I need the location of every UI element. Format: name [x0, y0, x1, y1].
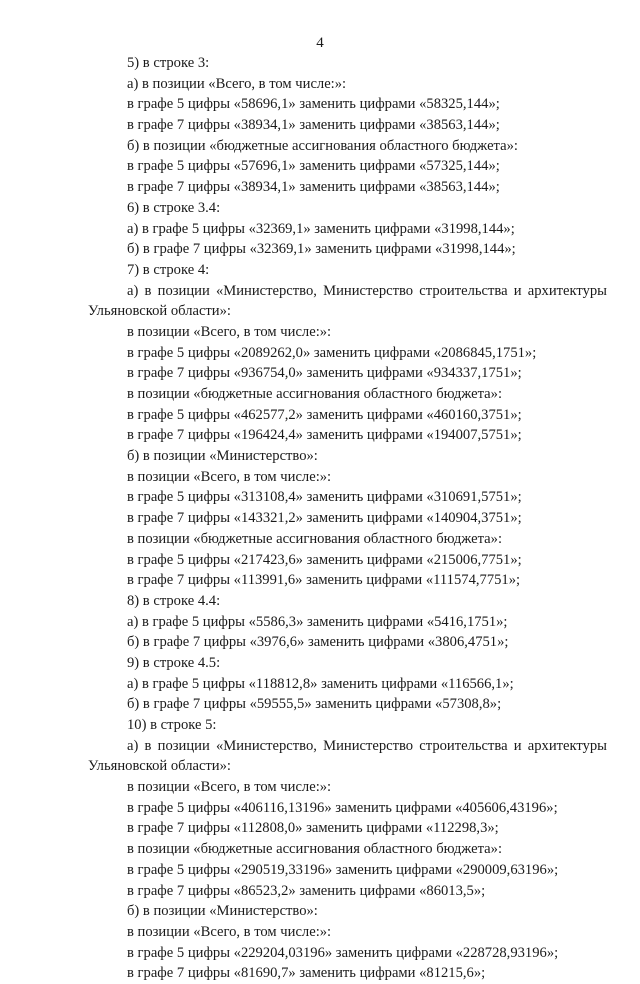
text-line: а) в позиции «Министерство, Министерство строительства и архитектуры	[127, 737, 607, 754]
text-line: 5) в строке 3:	[127, 55, 210, 71]
text-line: в графе 5 цифры «290519,33196» заменить цифрами «290009,63196»;	[127, 861, 559, 878]
text-line: б) в графе 7 цифры «3976,6» заменить цифрами «3806,4751»;	[127, 634, 509, 651]
text-line: в графе 7 цифры «112808,0» заменить цифрами «112298,3»;	[127, 820, 499, 837]
text-line: в позиции «Всего, в том числе:»:	[127, 323, 332, 340]
text-line: 7) в строке 4:	[127, 261, 210, 278]
text-line: б) в позиции «Министерство»:	[127, 903, 318, 920]
text-line: в графе 5 цифры «57696,1» заменить цифрами «57325,144»;	[127, 158, 500, 175]
text-line: 10) в строке 5:	[127, 717, 217, 733]
text-line: 6) в строке 3.4:	[127, 199, 221, 216]
text-line: в графе 7 цифры «38934,1» заменить цифрами «38563,144»;	[127, 179, 500, 196]
text-line: в графе 5 цифры «462577,2» заменить цифрами «460160,3751»;	[127, 406, 522, 423]
text-line: в позиции «бюджетные ассигнования областного бюджета»:	[127, 386, 502, 402]
text-line: в графе 7 цифры «143321,2» заменить цифрами «140904,3751»;	[127, 510, 522, 527]
text-line: в графе 7 цифры «81690,7» заменить цифрами «81215,6»;	[127, 965, 486, 982]
text-line: в позиции «Всего, в том числе:»:	[127, 468, 332, 485]
text-line: Ульяновской области»:	[88, 758, 231, 775]
text-line: Ульяновской области»:	[88, 303, 231, 320]
text-line: в графе 7 цифры «113991,6» заменить цифрами «111574,7751»;	[127, 572, 521, 589]
text-line: в графе 5 цифры «2089262,0» заменить цифрами «2086845,1751»;	[127, 344, 537, 361]
text-line: 8) в строке 4.4:	[127, 592, 221, 609]
text-line: б) в позиции «бюджетные ассигнования областного бюджета»:	[127, 137, 518, 154]
text-line: б) в графе 7 цифры «59555,5» заменить цифрами «57308,8»;	[127, 696, 502, 713]
text-line: в позиции «бюджетные ассигнования областного бюджета»:	[127, 530, 502, 547]
text-line: в графе 7 цифры «936754,0» заменить цифрами «934337,1751»;	[127, 365, 522, 382]
text-line: в позиции «Всего, в том числе:»:	[127, 923, 332, 940]
text-line: в графе 5 цифры «313108,4» заменить цифрами «310691,5751»;	[127, 489, 522, 506]
text-line: б) в графе 7 цифры «32369,1» заменить цифрами «31998,144»;	[127, 241, 516, 258]
text-line: в графе 5 цифры «229204,03196» заменить цифрами «228728,93196»;	[127, 944, 559, 961]
document-body	[0, 53, 640, 984]
text-line: а) в позиции «Всего, в том числе:»:	[127, 75, 347, 92]
text-line: 9) в строке 4.5:	[127, 654, 221, 671]
text-line: в графе 5 цифры «58696,1» заменить цифрами «58325,144»;	[127, 96, 500, 113]
text-line: в позиции «бюджетные ассигнования областного бюджета»:	[127, 841, 502, 858]
text-line: в графе 5 цифры «217423,6» заменить цифрами «215006,7751»;	[127, 551, 522, 568]
text-line: в графе 7 цифры «196424,4» заменить цифрами «194007,5751»;	[127, 427, 522, 444]
text-line: в графе 7 цифры «86523,2» заменить цифрами «86013,5»;	[127, 882, 486, 899]
text-line: а) в графе 5 цифры «118812,8» заменить цифрами «116566,1»;	[127, 675, 514, 692]
text-line: а) в позиции «Министерство, Министерство строительства и архитектуры	[127, 282, 607, 299]
text-line: в графе 5 цифры «406116,13196» заменить цифрами «405606,43196»;	[127, 799, 558, 816]
page-number: 4	[316, 35, 324, 51]
text-line: в позиции «Всего, в том числе:»:	[127, 779, 332, 796]
text-line: а) в графе 5 цифры «5586,3» заменить цифрами «5416,1751»;	[127, 613, 508, 630]
text-line: а) в графе 5 цифры «32369,1» заменить цифрами «31998,144»;	[127, 220, 515, 237]
text-line: в графе 7 цифры «38934,1» заменить цифрами «38563,144»;	[127, 117, 500, 134]
text-line: б) в позиции «Министерство»:	[127, 448, 318, 465]
